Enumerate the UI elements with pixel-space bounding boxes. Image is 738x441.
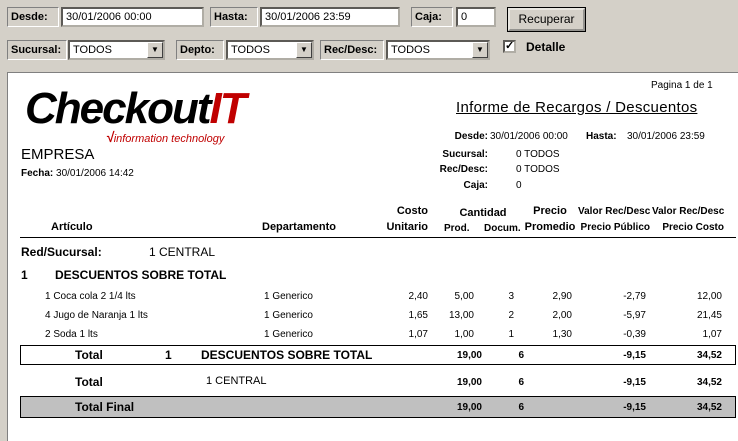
total-final-docum: 6 — [518, 402, 524, 413]
group-label: Red/Sucursal: — [21, 245, 102, 259]
total-sucursal-name: 1 CENTRAL — [206, 375, 267, 387]
total-section-num: 1 — [165, 348, 172, 362]
hasta-input[interactable]: 30/01/2006 23:59 — [260, 7, 400, 27]
group-value: 1 CENTRAL — [149, 245, 216, 259]
hdr-caja-value: 0 — [516, 180, 522, 191]
total-final-vpub: -9,15 — [623, 402, 646, 413]
hdr-sucursal-value: 0 TODOS — [516, 149, 560, 160]
sucursal-label: Sucursal: — [7, 40, 67, 60]
chevron-down-icon[interactable]: ▼ — [472, 42, 488, 58]
row-1-vcos: 12,00 — [696, 291, 722, 302]
row-1-precio: 2,90 — [552, 291, 572, 302]
page-indicator: Pagina 1 de 1 — [651, 80, 713, 91]
row-2-articulo: 4 Jugo de Naranja 1 lts — [45, 310, 148, 321]
col-costo-1: Costo — [396, 205, 428, 217]
depto-select[interactable] — [226, 40, 314, 60]
row-2-costo: 1,65 — [408, 310, 428, 321]
detalle-checkbox[interactable]: ✓ — [505, 40, 515, 52]
depto-label: Depto: — [176, 40, 224, 60]
recdesc-select[interactable] — [386, 40, 490, 60]
total-section-name: DESCUENTOS SOBRE TOTAL — [201, 348, 373, 362]
col-cantidad: Cantidad — [459, 207, 507, 219]
col-vcos-2: Precio Costo — [662, 222, 724, 233]
section-num: 1 — [21, 268, 28, 282]
total-final-prod: 19,00 — [456, 402, 482, 413]
col-articulo: Artículo — [51, 221, 93, 233]
total-final-label: Total Final — [75, 400, 135, 414]
header-divider — [20, 237, 736, 238]
total-section-prod: 19,00 — [456, 350, 482, 361]
recdesc-select-value: TODOS — [391, 44, 430, 56]
row-1-vpub: -2,79 — [623, 291, 646, 302]
row-2-prod: 13,00 — [448, 310, 474, 321]
row-1-articulo: 1 Coca cola 2 1/4 lts — [45, 291, 136, 302]
total-sucursal-prod: 19,00 — [456, 377, 482, 388]
depto-select-value: TODOS — [231, 44, 270, 56]
desde-input[interactable]: 30/01/2006 00:00 — [61, 7, 204, 27]
hdr-recdesc-label: Rec/Desc: — [439, 164, 488, 175]
desde-label: Desde: — [7, 7, 59, 27]
sucursal-select[interactable] — [68, 40, 165, 60]
col-vcos-1: Valor Rec/Desc — [652, 206, 725, 217]
hdr-recdesc-value: 0 TODOS — [516, 164, 560, 175]
total-section-vpub: -9,15 — [623, 350, 646, 361]
row-2-vpub: -5,97 — [623, 310, 646, 321]
total-section-vcos: 34,52 — [696, 350, 722, 361]
hasta-label: Hasta: — [210, 7, 258, 27]
col-vpub-1: Valor Rec/Desc — [578, 206, 651, 217]
recdesc-label: Rec/Desc: — [320, 40, 384, 60]
row-3-docum: 1 — [508, 329, 514, 340]
hdr-desde-label: Desde: — [454, 131, 488, 142]
fecha-label: Fecha: — [21, 168, 54, 179]
col-precio-1: Precio — [533, 205, 567, 217]
col-prod: Prod. — [444, 223, 470, 234]
col-docum: Docum. — [484, 223, 521, 234]
logo-subtitle: √information technology — [106, 129, 225, 145]
col-precio-2: Promedio — [524, 221, 576, 233]
hdr-hasta-label: Hasta: — [586, 131, 617, 142]
chevron-down-icon[interactable]: ▼ — [296, 42, 312, 58]
col-vpub-2: Precio Público — [580, 222, 650, 233]
row-3-prod: 1,00 — [454, 329, 474, 340]
row-2-vcos: 21,45 — [696, 310, 722, 321]
report-title: Informe de Recargos / Descuentos — [456, 99, 698, 116]
logo-subtitle-text: information technology — [113, 133, 225, 145]
row-3-costo: 1,07 — [408, 329, 428, 340]
row-3-precio: 1,30 — [552, 329, 572, 340]
row-3-articulo: 2 Soda 1 lts — [45, 329, 98, 340]
total-sucursal-label: Total — [75, 375, 103, 389]
total-section-docum: 6 — [518, 350, 524, 361]
row-2-precio: 2,00 — [552, 310, 572, 321]
section-name: DESCUENTOS SOBRE TOTAL — [55, 268, 227, 282]
row-1-prod: 5,00 — [454, 291, 474, 302]
chevron-down-icon[interactable]: ▼ — [147, 42, 163, 58]
hdr-caja-label: Caja: — [463, 180, 488, 191]
recuperar-button[interactable]: Recuperar — [508, 8, 585, 31]
filter-bar — [0, 0, 738, 68]
sucursal-select-value: TODOS — [73, 44, 112, 56]
total-final-vcos: 34,52 — [696, 402, 722, 413]
row-3-vcos: 1,07 — [702, 329, 722, 340]
row-2-depto: 1 Generico — [264, 310, 313, 321]
total-sucursal-vcos: 34,52 — [696, 377, 722, 388]
total-sucursal-docum: 6 — [518, 377, 524, 388]
empresa-name: EMPRESA — [21, 146, 95, 163]
row-1-costo: 2,40 — [408, 291, 428, 302]
caja-input[interactable]: 0 — [456, 7, 496, 27]
logo — [25, 84, 245, 133]
hdr-desde-value: 30/01/2006 00:00 — [490, 131, 568, 142]
col-departamento: Departamento — [262, 221, 336, 233]
detalle-label[interactable]: Detalle — [526, 40, 566, 54]
logo-it: IT — [209, 84, 245, 133]
total-sucursal-vpub: -9,15 — [623, 377, 646, 388]
total-section-label: Total — [75, 348, 103, 362]
row-1-depto: 1 Generico — [264, 291, 313, 302]
fecha-value: 30/01/2006 14:42 — [56, 168, 134, 179]
hdr-hasta-value: 30/01/2006 23:59 — [627, 131, 705, 142]
row-2-docum: 2 — [508, 310, 514, 321]
row-3-depto: 1 Generico — [264, 329, 313, 340]
row-1-docum: 3 — [508, 291, 514, 302]
logo-main: Checkout — [25, 84, 210, 133]
hdr-sucursal-label: Sucursal: — [442, 149, 488, 160]
col-costo-2: Unitario — [386, 221, 428, 233]
fecha-line — [21, 168, 134, 179]
report-preview — [7, 72, 738, 441]
caja-label: Caja: — [411, 7, 453, 27]
row-3-vpub: -0,39 — [623, 329, 646, 340]
